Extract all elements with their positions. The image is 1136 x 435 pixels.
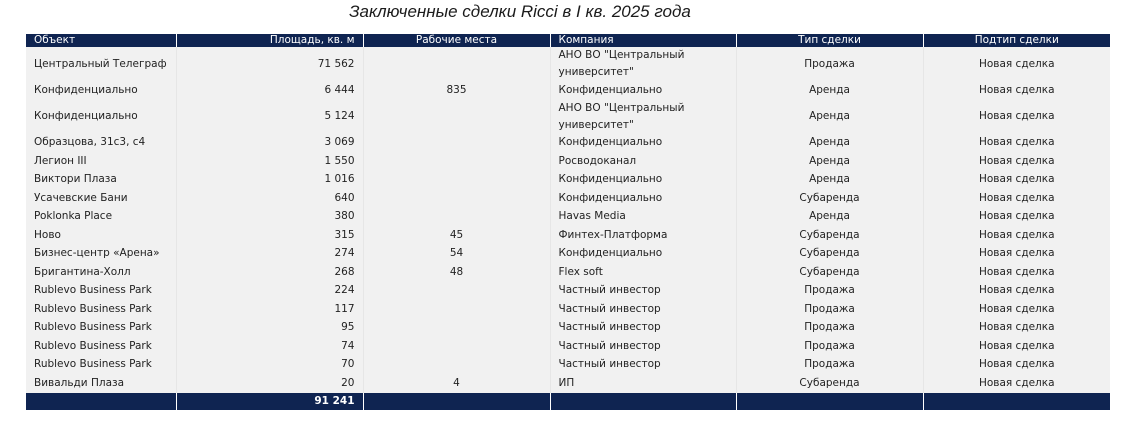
table-row[interactable]	[26, 337, 1110, 356]
table-row[interactable]	[26, 356, 1110, 375]
cell-workplaces	[363, 47, 550, 81]
cell-deal-type: Субаренда	[736, 245, 923, 264]
cell-workplaces	[363, 152, 550, 171]
cell-object: Образцова, 31с3, с4	[26, 134, 176, 153]
cell-company: Частный инвестор	[550, 319, 736, 338]
cell-deal-subtype: Новая сделка	[978, 136, 1055, 149]
cell-object: Центральный Телеграф	[26, 47, 176, 81]
table-row[interactable]	[26, 208, 1110, 227]
column-header-company[interactable]: Компания	[550, 34, 736, 47]
cell-company: Частный инвестор	[550, 337, 736, 356]
cell-area: 6 444	[176, 81, 363, 100]
cell-deal-type: Продажа	[736, 300, 923, 319]
cell-object: Виктори Плаза	[26, 171, 176, 190]
cell-object: Конфиденциально	[26, 81, 176, 100]
cell-area: 640	[176, 189, 363, 208]
cell-workplaces	[363, 337, 550, 356]
cell-deal-subtype: Новая сделка	[978, 57, 1055, 70]
total-empty-cell	[363, 393, 550, 410]
table-row[interactable]	[26, 134, 1110, 153]
cell-deal-subtype: Новая сделка	[978, 284, 1055, 297]
cell-workplaces	[363, 100, 550, 134]
cell-deal-subtype: Новая сделка	[978, 339, 1055, 352]
table-row[interactable]	[26, 100, 1110, 134]
cell-area: 380	[176, 208, 363, 227]
cell-workplaces	[363, 282, 550, 301]
table-title: Заключенные сделки Ricci в I кв. 2025 года	[349, 2, 691, 21]
cell-deal-type: Аренда	[736, 208, 923, 227]
cell-area: 274	[176, 245, 363, 264]
cell-company: Частный инвестор	[550, 300, 736, 319]
cell-object: Rublevo Business Park	[26, 282, 176, 301]
cell-deal-type: Субаренда	[736, 189, 923, 208]
cell-deal-type: Продажа	[736, 47, 923, 81]
table-row[interactable]	[26, 245, 1110, 264]
cell-object: Rublevo Business Park	[26, 337, 176, 356]
cell-area: 1 016	[176, 171, 363, 190]
total-area-cell: 91 241	[176, 393, 363, 410]
cell-company: Конфиденциально	[550, 81, 736, 100]
cell-deal-type: Субаренда	[736, 226, 923, 245]
cell-deal-subtype: Новая сделка	[978, 173, 1055, 186]
cell-object: Rublevo Business Park	[26, 319, 176, 338]
cell-deal-subtype: Новая сделка	[978, 83, 1055, 96]
cell-deal-subtype: Новая сделка	[978, 376, 1055, 389]
cell-workplaces	[363, 319, 550, 338]
table-row[interactable]	[26, 171, 1110, 190]
cell-workplaces	[363, 208, 550, 227]
total-empty-cell	[736, 393, 923, 410]
cell-workplaces	[363, 300, 550, 319]
table-row[interactable]	[26, 282, 1110, 301]
table-row[interactable]	[26, 319, 1110, 338]
cell-area: 70	[176, 356, 363, 375]
table-row[interactable]	[26, 189, 1110, 208]
cell-object: Poklonka Place	[26, 208, 176, 227]
cell-deal-subtype: Новая сделка	[978, 321, 1055, 334]
cell-company: Финтех-Платформа	[550, 226, 736, 245]
table-row[interactable]	[26, 374, 1110, 393]
cell-company: Частный инвестор	[550, 282, 736, 301]
cell-object: Легион III	[26, 152, 176, 171]
cell-area: 315	[176, 226, 363, 245]
cell-area: 224	[176, 282, 363, 301]
cell-workplaces	[363, 189, 550, 208]
cell-workplaces: 835	[363, 81, 550, 100]
cell-workplaces	[363, 356, 550, 375]
cell-deal-subtype: Новая сделка	[978, 302, 1055, 315]
table-header-row	[26, 34, 1110, 47]
cell-area: 268	[176, 263, 363, 282]
cell-deal-type: Аренда	[736, 171, 923, 190]
cell-deal-type: Продажа	[736, 282, 923, 301]
cell-workplaces: 48	[363, 263, 550, 282]
cell-company: Конфиденциально	[550, 189, 736, 208]
cell-object: Бригантина-Холл	[26, 263, 176, 282]
cell-deal-subtype: Новая сделка	[978, 265, 1055, 278]
cell-area: 117	[176, 300, 363, 319]
cell-company: ИП	[550, 374, 736, 393]
table-row[interactable]	[26, 47, 1110, 81]
table-body	[26, 47, 1110, 393]
column-header-object[interactable]: Объект	[26, 34, 176, 47]
column-header-workplaces[interactable]: Рабочие места	[363, 34, 550, 47]
cell-company: Конфиденциально	[550, 245, 736, 264]
cell-deal-type: Аренда	[736, 134, 923, 153]
cell-workplaces: 54	[363, 245, 550, 264]
cell-area: 74	[176, 337, 363, 356]
cell-deal-type: Продажа	[736, 356, 923, 375]
cell-object: Конфиденциально	[26, 100, 176, 134]
cell-area: 71 562	[176, 47, 363, 81]
total-empty-cell	[923, 393, 1110, 410]
cell-workplaces: 4	[363, 374, 550, 393]
cell-deal-type: Аренда	[736, 100, 923, 134]
column-header-area[interactable]: Площадь, кв. м	[176, 34, 363, 47]
cell-area: 3 069	[176, 134, 363, 153]
total-empty-cell	[550, 393, 736, 410]
cell-deal-subtype: Новая сделка	[978, 247, 1055, 260]
cell-company: Конфиденциально	[550, 134, 736, 153]
cell-object: Rublevo Business Park	[26, 300, 176, 319]
cell-object: Rublevo Business Park	[26, 356, 176, 375]
cell-deal-subtype: Новая сделка	[978, 210, 1055, 223]
cell-deal-type: Продажа	[736, 319, 923, 338]
cell-deal-subtype: Новая сделка	[978, 228, 1055, 241]
cell-company: АНО ВО "Центральный университет"	[550, 100, 736, 134]
table-row[interactable]	[26, 226, 1110, 245]
cell-deal-subtype: Новая сделка	[978, 154, 1055, 167]
cell-deal-type: Аренда	[736, 152, 923, 171]
cell-deal-subtype: Новая сделка	[978, 110, 1055, 122]
table-row[interactable]	[26, 81, 1110, 100]
cell-company: Havas Media	[550, 208, 736, 227]
deals-table-container	[26, 34, 1110, 410]
column-header-deal-type[interactable]: Тип сделки	[736, 34, 923, 47]
cell-area: 5 124	[176, 100, 363, 134]
total-label-cell	[26, 393, 176, 410]
cell-area: 1 550	[176, 152, 363, 171]
table-row[interactable]	[26, 152, 1110, 171]
cell-deal-type: Субаренда	[736, 374, 923, 393]
cell-deal-subtype: Новая сделка	[978, 358, 1055, 371]
cell-deal-type: Продажа	[736, 337, 923, 356]
cell-workplaces: 45	[363, 226, 550, 245]
cell-deal-type: Аренда	[736, 81, 923, 100]
cell-area: 95	[176, 319, 363, 338]
cell-workplaces	[363, 171, 550, 190]
cell-deal-type: Субаренда	[736, 263, 923, 282]
column-header-deal-subtype[interactable]: Подтип сделки	[923, 34, 1110, 47]
cell-company: Росводоканал	[550, 152, 736, 171]
cell-company: Flex soft	[550, 263, 736, 282]
cell-deal-subtype: Новая сделка	[978, 191, 1055, 204]
cell-object: Вивальди Плаза	[26, 374, 176, 393]
table-row[interactable]	[26, 300, 1110, 319]
table-row[interactable]	[26, 263, 1110, 282]
cell-workplaces	[363, 134, 550, 153]
cell-company: АНО ВО "Центральный университет"	[550, 47, 736, 81]
cell-object: Ново	[26, 226, 176, 245]
cell-object: Бизнес-центр «Арена»	[26, 245, 176, 264]
cell-company: Конфиденциально	[550, 171, 736, 190]
table-total-row	[26, 393, 1110, 410]
cell-area: 20	[176, 374, 363, 393]
cell-company: Частный инвестор	[550, 356, 736, 375]
cell-object: Усачевские Бани	[26, 189, 176, 208]
deals-table	[26, 34, 1110, 410]
